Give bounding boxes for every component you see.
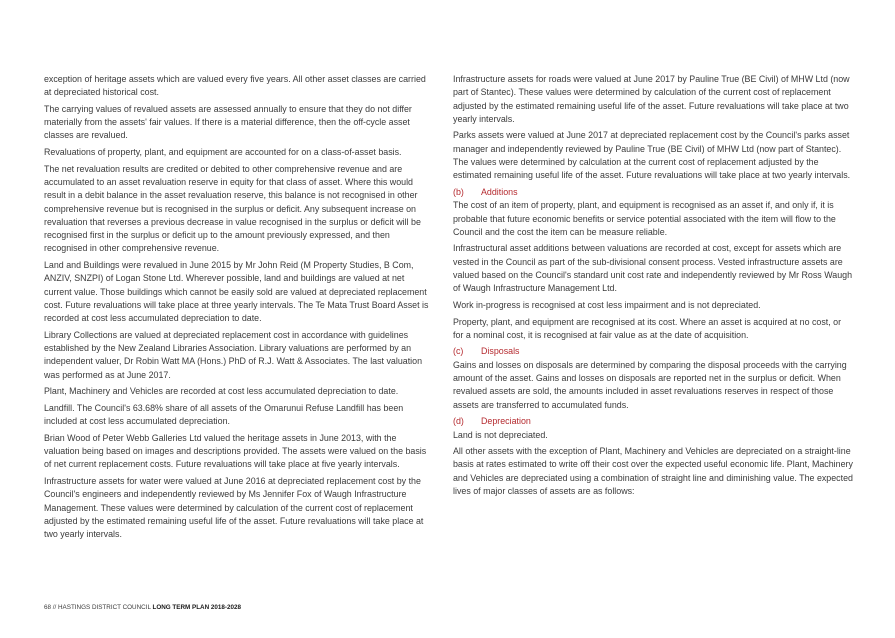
paragraph: Plant, Machinery and Vehicles are recorded at cost less accumulated depreciation to date. bbox=[44, 386, 399, 397]
paragraph: Revaluations of property, plant, and equipment are accounted for on a class-of-asset basis. bbox=[44, 147, 402, 158]
section-title: Disposals bbox=[481, 346, 520, 357]
left-column bbox=[44, 73, 429, 545]
paragraph: The net revaluation results are credited or debited to other comprehensive revenue and are accumulated to an asset revaluation reserve in equity for that class of asset. Where this would result in a debit balance in the asset revaluation reserve, this balance is not recognised in other comprehensive revenue but is recognised in the surplus or deficit. Any subsequent increase on revaluation that reverses a previous decrease in value recognised in the surplus or deficit will be recognised first in the surplus or deficit up to the amount previously expressed, and then recognised in other comprehensive revenue. bbox=[44, 163, 421, 254]
section-title: Depreciation bbox=[481, 416, 531, 427]
paragraph: Land and Buildings were revalued in June 2015 by Mr John Reid (M Property Studies, B Com, ANZIV, SNZPI) of Logan Stone Ltd. Wherever possible, land and buildings are valued at net current value. Those buildings which cannot be easily sold are valued at depreciated replacement cost. Future revaluations will take place at three yearly intervals. The Te Mata Trust Board Asset is recorded at cost less accumulated depreciation to date. bbox=[44, 260, 429, 324]
section-heading-disposals bbox=[453, 345, 853, 358]
paragraph: exception of heritage assets which are valued every five years. All other asset classes are carried at depreciated historical cost. bbox=[44, 74, 426, 98]
paragraph: Parks assets were valued at June 2017 at depreciated replacement cost by the Council's parks asset manager and independently reviewed by Pauline True (BE Civil) of MHW Ltd (now part of Stantec). The values were determined by calculation at the current cost of replacement adjusted by the estimated remaining useful life of the asset. Future revaluations will take place at two yearly intervals. bbox=[453, 130, 851, 181]
paragraph: Land is not depreciated. bbox=[453, 429, 548, 440]
footer-plan-title: LONG TERM PLAN 2018-2028 bbox=[152, 604, 242, 611]
section-number: (d) bbox=[453, 416, 464, 427]
section-number: (b) bbox=[453, 186, 464, 197]
paragraph: The cost of an item of property, plant, and equipment is recognised as an asset if, and only if, it is probable that future economic benefits or service potential associated with the item will flow to the Council and the cost the item can be measure reliable. bbox=[453, 200, 836, 237]
paragraph: Infrastructure assets for roads were valued at June 2017 by Pauline True (BE Civil) of MHW Ltd (now part of Stantec). These values were determined by calculation of the current cost of replacement adjusted by the estimated remaining useful life of the asset. Future revaluations will take place at two yearly intervals. bbox=[453, 74, 850, 124]
section-heading-additions bbox=[453, 186, 853, 199]
paragraph: Landfill. The Council's 63.68% share of all assets of the Omarunui Refuse Landfill has been included at cost less accumulated depreciation. bbox=[44, 402, 404, 427]
paragraph: Gains and losses on disposals are determined by comparing the disposal proceeds with the carrying amount of the asset. Gains and losses on disposals are reported net in the surplus or deficit. When revalued assets are sold, the amounts included in asset revaluations reserves in respect of those assets are transferred to accumulated funds. bbox=[453, 359, 847, 410]
footer-page-label: 68 // HASTINGS DISTRICT COUNCIL bbox=[44, 604, 153, 611]
paragraph: Work in-progress is recognised at cost less impairment and is not depreciated. bbox=[453, 299, 761, 310]
section-heading-depreciation bbox=[453, 415, 853, 428]
paragraph: All other assets with the exception of Plant, Machinery and Vehicles are depreciated on a straight-line basis at rates estimated to write off their cost over the expected useful economic life. Plant, Machinery and Vehicles are depreciated using a combination of straight line and diminishing value. The expected lives of major classes of assets are as follows: bbox=[453, 446, 853, 496]
page-footer bbox=[44, 603, 241, 612]
paragraph: Property, plant, and equipment are recognised at its cost. Where an asset is acquired at no cost, or for a nominal cost, it is recognised at fair value as at the date of acquisition. bbox=[453, 316, 842, 340]
right-column bbox=[453, 73, 853, 502]
section-number: (c) bbox=[453, 346, 464, 357]
paragraph: Infrastructure assets for water were valued at June 2016 at depreciated replacement cost by the Council's engineers and independently reviewed by Ms Jennifer Fox of Waugh Infrastructure Management. These values were determined by calculation of the current cost of replacement adjusted by the estimated remaining useful life of the asset. Future revaluations will take place at two yearly intervals. bbox=[44, 475, 424, 540]
paragraph: The carrying values of revalued assets are assessed annually to ensure that they do not differ materially from the assets' fair values. If there is a material difference, then the off-cycle asset classes are revalued. bbox=[44, 103, 412, 141]
paragraph: Brian Wood of Peter Webb Galleries Ltd valued the heritage assets in June 2013, with the valuation being based on images and descriptions provided. The assets were valued on the basis of net current replacement costs. Future revaluations will take place at five yearly intervals. bbox=[44, 432, 427, 470]
paragraph: Library Collections are valued at depreciated replacement cost in accordance with guidelines established by the New Zealand Libraries Association. Library valuations are performed by an independent valuer, Dr Robin Watt MA (Hons.) PhD of R.J. Watt & Associates. The last valuation was performed as at June 2017. bbox=[44, 329, 423, 380]
paragraph: Infrastructural asset additions between valuations are recorded at cost, except for assets which are vested in the Council as part of the sub-divisional consent process. Vested infrastructure assets are valued based on the Council's standard unit cost rate and independently reviewed by Mr Ross Waugh of Waugh Infrastructure Management Ltd. bbox=[453, 243, 853, 294]
section-title: Additions bbox=[481, 186, 518, 197]
